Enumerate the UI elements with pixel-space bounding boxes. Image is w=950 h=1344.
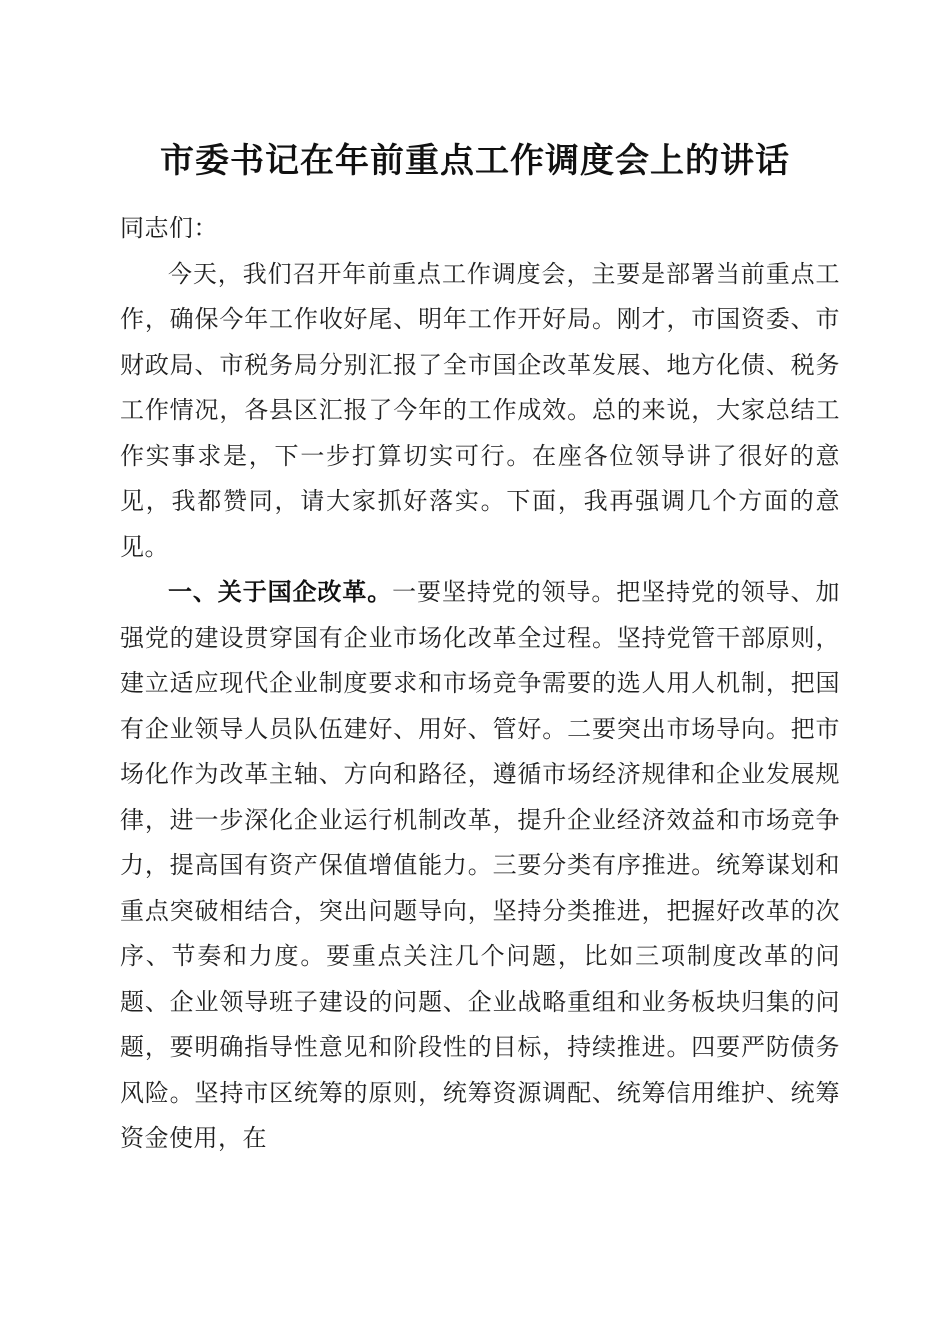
- section-1-body: 一要坚持党的领导。把坚持党的领导、加强党的建设贯穿国有企业市场化改革全过程。坚持党管干部原则，建立适应现代企业制度要求和市场竞争需要的选人用人机制，把国有企业领导人员队伍建好、用好、管好。二要突出市场导向。把市场化作为改革主轴、方向和路径，遵循市场经济规律和企业发展规律，进一步深化企业运行机制改革，提升企业经济效益和市场竞争力，提高国有资产保值增值能力。三要分类有序推进。统筹谋划和重点突破相结合，突出问题导向，坚持分类推进，把握好改革的次序、节奏和力度。要重点关注几个问题，比如三项制度改革的问题、企业领导班子建设的问题、企业战略重组和业务板块归集的问题，要明确指导性意见和阶段性的目标，持续推进。四要严防债务风险。坚持市区统筹的原则，统筹资源调配、统筹信用维护、统筹资金使用，在: [120, 578, 841, 1152]
- document-body: [120, 206, 840, 1162]
- section-1-heading: 一、关于国企改革。: [168, 578, 393, 606]
- salutation: 同志们：: [120, 214, 218, 242]
- paragraph-section-1: [120, 570, 840, 1162]
- paragraph-opening: 今天，我们召开年前重点工作调度会，主要是部署当前重点工作，确保今年工作收好尾、明年工作开好局。刚才，市国资委、市财政局、市税务局分别汇报了全市国企改革发展、地方化债、税务工作情况，各县区汇报了今年的工作成效。总的来说，大家总结工作实事求是，下一步打算切实可行。在座各位领导讲了很好的意见，我都赞同，请大家抓好落实。下面，我再强调几个方面的意见。: [120, 259, 840, 561]
- document-title: 市委书记在年前重点工作调度会上的讲话: [160, 141, 790, 181]
